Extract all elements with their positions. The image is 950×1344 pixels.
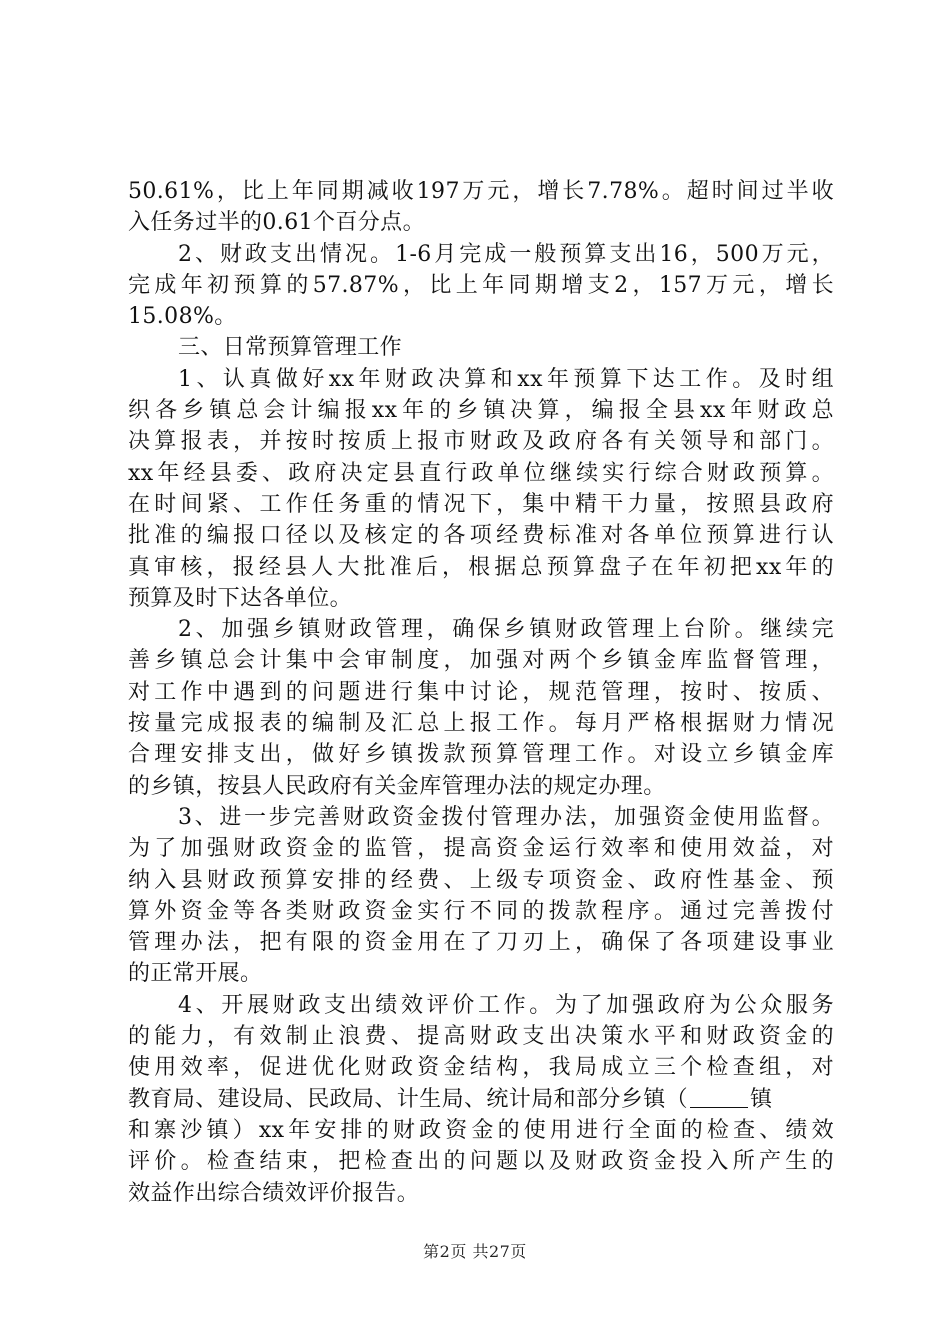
- line-text-end: 镇: [750, 1086, 773, 1112]
- line-text-start: 教育局、建设局、民政局、计生局、统计局和部分乡镇（: [128, 1086, 689, 1112]
- text-line: 为了加强财政资金的监管，提高资金运行效率和使用效益，对: [128, 836, 834, 862]
- text-line: 的能力，有效制止浪费、提高财政支出决策水平和财政资金的: [128, 1024, 834, 1050]
- text-line: 管理办法，把有限的资金用在了刀刃上，确保了各项建设事业: [128, 930, 834, 956]
- text-line: 预算及时下达各单位。: [128, 585, 353, 611]
- text-line: 和寨沙镇）xx年安排的财政资金的使用进行全面的检查、绩效: [128, 1117, 834, 1143]
- text-line: 合理安排支出，做好乡镇拨款预算管理工作。对设立乡镇金库: [128, 742, 834, 768]
- text-line: 批准的编报口径以及核定的各项经费标准对各单位预算进行认: [128, 523, 834, 549]
- text-line: 对工作中遇到的问题进行集中讨论，规范管理，按时、按质、: [128, 679, 834, 705]
- text-line: 的乡镇，按县人民政府有关金库管理办法的规定办理。: [128, 773, 666, 799]
- section-heading: 三、日常预算管理工作: [178, 335, 403, 361]
- text-line: 的正常开展。: [128, 961, 263, 987]
- text-line: 在时间紧、工作任务重的情况下，集中精干力量，按照县政府: [128, 491, 834, 517]
- text-line: 使用效率，促进优化财政资金结构，我局成立三个检查组，对: [128, 1055, 834, 1081]
- paragraph-first-line: 4、开展财政支出绩效评价工作。为了加强政府为公众服务: [178, 992, 834, 1018]
- text-line-with-blank: [128, 1084, 834, 1115]
- text-line: 15.08%。: [128, 304, 237, 330]
- text-line: 决算报表，并按时按质上报市财政及政府各有关领导和部门。: [128, 429, 834, 455]
- paragraph-first-line: 2、加强乡镇财政管理，确保乡镇财政管理上台阶。继续完: [178, 617, 834, 643]
- paragraph-first-line: 3、进一步完善财政资金拨付管理办法，加强资金使用监督。: [178, 804, 834, 830]
- document-body: [128, 176, 834, 1209]
- page-number-footer: 第2页 共27页: [423, 1242, 527, 1261]
- text-line: 纳入县财政预算安排的经费、上级专项资金、政府性基金、预: [128, 867, 834, 893]
- text-line: 善乡镇总会计集中会审制度，加强对两个乡镇金库监督管理，: [128, 648, 834, 674]
- paragraph-first-line: 1、认真做好xx年财政决算和xx年预算下达工作。及时组: [178, 366, 834, 392]
- text-line: 织各乡镇总会计编报xx年的乡镇决算，编报全县xx年财政总: [128, 398, 834, 424]
- text-line: 50.61%，比上年同期减收197万元，增长7.78%。超时间过半收: [128, 179, 834, 204]
- fill-in-blank: [690, 1087, 748, 1108]
- paragraph-first-line: 2、财政支出情况。1-6月完成一般预算支出16，500万元，: [178, 241, 834, 267]
- text-line: 入任务过半的0.61个百分点。: [128, 210, 425, 236]
- text-line: 效益作出综合绩效评价报告。: [128, 1180, 420, 1206]
- text-line: 完成年初预算的57.87%，比上年同期增支2，157万元，增长: [128, 272, 834, 298]
- text-line: 评价。检查结束，把检查出的问题以及财政资金投入所产生的: [128, 1149, 834, 1175]
- text-line: 算外资金等各类财政资金实行不同的拨款程序。通过完善拨付: [128, 898, 834, 924]
- text-line: 按量完成报表的编制及汇总上报工作。每月严格根据财力情况: [128, 711, 834, 737]
- text-line: xx年经县委、政府决定县直行政单位继续实行综合财政预算。: [128, 460, 834, 486]
- text-line: 真审核，报经县人大批准后，根据总预算盘子在年初把xx年的: [128, 554, 834, 580]
